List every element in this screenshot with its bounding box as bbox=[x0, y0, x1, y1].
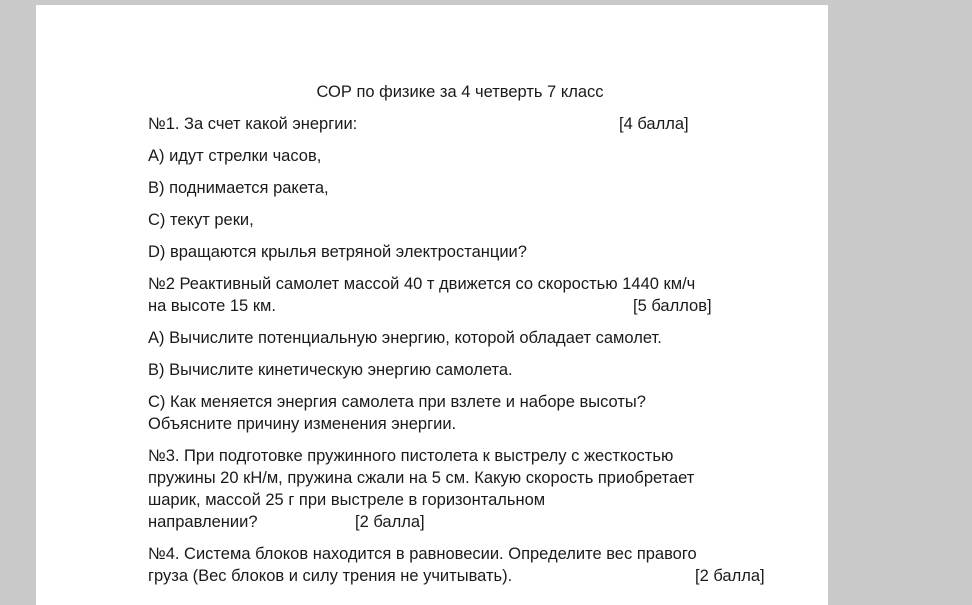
document-content bbox=[148, 81, 788, 597]
question-2-part-c-line-1: С) Как меняется энергия самолета при взлете и наборе высоты? bbox=[148, 393, 646, 411]
question-1-text: №1. За счет какой энергии: bbox=[148, 115, 358, 133]
question-2-part-a: А) Вычислите потенциальную энергию, которой обладает самолет. bbox=[148, 329, 662, 347]
page-title: СОР по физике за 4 четверть 7 класс bbox=[316, 83, 604, 101]
question-1-option-c: С) текут реки, bbox=[148, 211, 254, 229]
question-3-line-4: направлении? bbox=[148, 513, 258, 531]
question-1-option-b: В) поднимается ракета, bbox=[148, 179, 329, 197]
question-2-part-c bbox=[148, 391, 788, 435]
question-2-points: [5 баллов] bbox=[633, 297, 712, 315]
question-2-line-2: на высоте 15 км. bbox=[148, 297, 276, 315]
question-4-line-1: №4. Система блоков находится в равновесии. Определите вес правого bbox=[148, 545, 697, 563]
question-1-option-d: D) вращаются крылья ветряной электростанции? bbox=[148, 243, 527, 261]
question-3-line-3: шарик, массой 25 г при выстреле в горизонтальном bbox=[148, 491, 546, 509]
question-2-part-b: В) Вычислите кинетическую энергию самолета. bbox=[148, 361, 513, 379]
question-2-part-c-line-2: Объясните причину изменения энергии. bbox=[148, 415, 457, 433]
document-page bbox=[36, 5, 828, 605]
question-3-line-1: №3. При подготовке пружинного пистолета к выстрелу с жесткостью bbox=[148, 447, 674, 465]
question-1-points: [4 балла] bbox=[619, 115, 689, 133]
question-1-option-a: А) идут стрелки часов, bbox=[148, 147, 322, 165]
question-4-points: [2 балла] bbox=[695, 567, 765, 585]
question-3-line-2: пружины 20 кН/м, пружина сжали на 5 см. Какую скорость приобретает bbox=[148, 469, 695, 487]
question-4-line-2: груза (Вес блоков и силу трения не учитывать). bbox=[148, 567, 513, 585]
question-1 bbox=[148, 113, 788, 135]
question-3 bbox=[148, 445, 788, 533]
question-2 bbox=[148, 273, 788, 317]
question-3-points: [2 балла] bbox=[355, 513, 425, 531]
question-4 bbox=[148, 543, 788, 587]
question-2-line-1: №2 Реактивный самолет массой 40 т движется со скоростью 1440 км/ч bbox=[148, 275, 696, 293]
